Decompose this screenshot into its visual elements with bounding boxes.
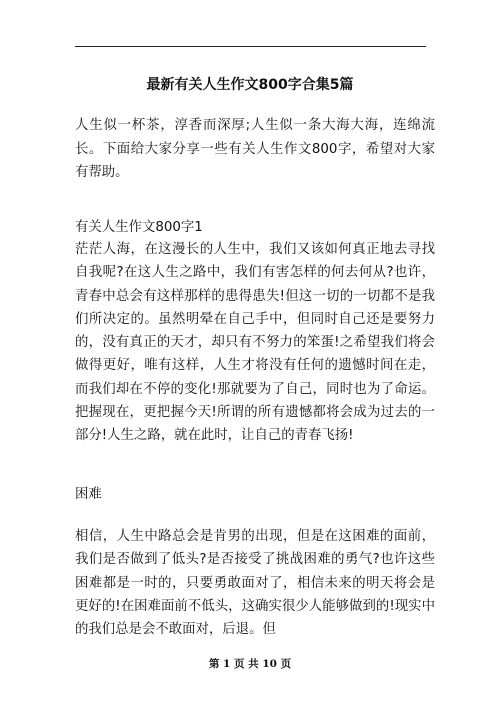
- section-body-1: 茫茫人海，在这漫长的人生中，我们又该如何真正地去寻找自我呢?在这人生之路中，我们有害怎样的何去何从?也许，青春中总会有这样那样的患得患失!但这一切的一切都不是我们所决定的。虽然明晕在自己手中，但同时自己还是要努力的，没有真正的天才，却只有不努力的笨蛋!之希望我们将会做得更好，唯有这样，人生才将没有任何的遗憾时间在走，而我们却在不停的变化!那就要为了自己，同时也为了命运。把握现在，更把握今天!所谓的所有遗憾都将会成为过去的一部分!人生之路，就在此时，让自己的青春飞扬!: [75, 242, 435, 444]
- section-heading-1: 有关人生作文800字1: [75, 220, 203, 235]
- header-rule: [75, 46, 426, 47]
- intro-paragraph: 人生似一杯茶，淳香而深厚;人生似一条大海大海，连绵流长。下面给大家分享一些有关人生作文800字，希望对大家有帮助。: [75, 118, 435, 180]
- section-body-2: 相信，人生中路总会是肯男的出现，但是在这困难的面前，我们是否做到了低头?是否接受了挑战困难的勇气?也许这些困难都是一时的，只要勇敢面对了，相信未来的明天将会是更好的!在困难面前不低头，这确实很少人能够做到的!现实中的我们总是会不敢面对，后退。但: [75, 529, 435, 638]
- section-heading-2: 困难: [75, 487, 102, 502]
- page-footer: 第 1 页 共 10 页: [208, 658, 292, 670]
- document-title: 最新有关人生作文800字合集5篇: [146, 77, 354, 93]
